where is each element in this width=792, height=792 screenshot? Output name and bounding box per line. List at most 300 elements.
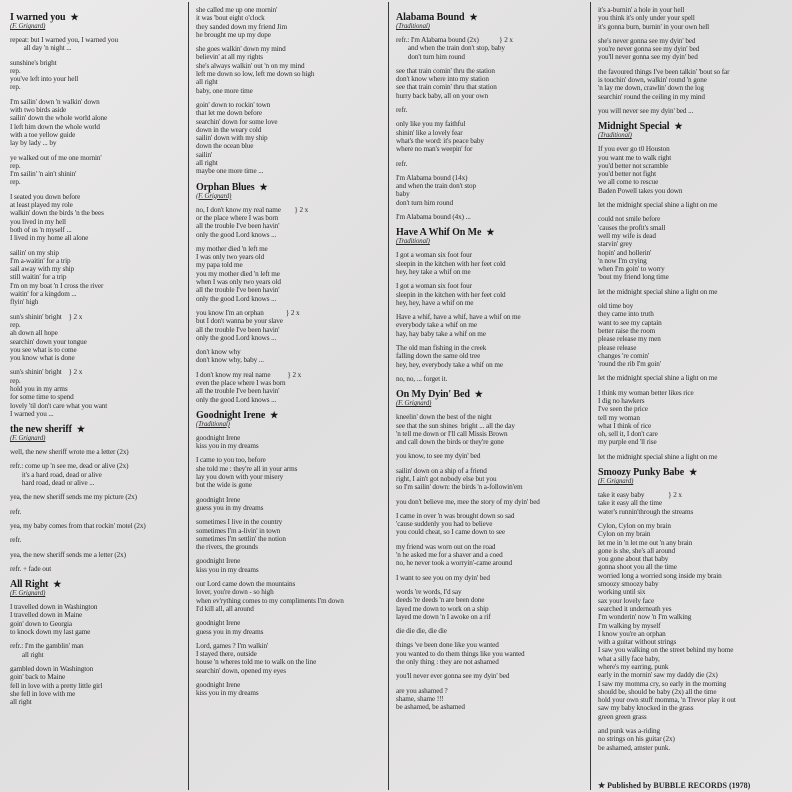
lyric-line: hard road, dead or alive ... [10,479,95,488]
song-title [10,12,182,23]
lyric-line: tell my woman [598,413,640,422]
column-divider [188,2,189,790]
lyric-line: hopin' and hollerin' [598,248,652,257]
lyric-line: well, the new sheriff wrote me a letter (2x) [10,448,129,457]
lyric-line: don't turn him round [396,52,465,61]
lyric-line: gambled down in Washington [10,664,94,673]
song-block [598,121,786,461]
lyric-line: when I was only two years old [196,278,281,287]
lyric-line: sometimes I'm settlin' the notion [196,534,286,543]
lyric-line: lay you down with your misery [196,473,284,482]
lyric-line: rep. [10,161,21,170]
lyric-line: and punk was a-riding [598,727,660,736]
lyric-line: she's never gonna see my dyin' bed [598,36,696,45]
lyric-line: I'm Alabama bound (14x) [396,173,468,182]
lyric-line: don't know why [196,348,241,357]
lyric-line: so I'm sailin' down: the birds 'n a-followin'em [396,483,523,492]
lyric-line: you'll never ever gonna see my dyin' bed [396,672,510,681]
song-block [598,6,786,115]
lyric-line: I don't know my real name } 2 x [196,370,302,379]
lyric-line: he brought me up my dope [196,30,271,39]
lyric-line: down in the weary cold [196,125,262,134]
lyric-line: working until six [598,588,646,597]
song-title-text: the new sheriff [10,424,72,436]
lyric-line: only like you my faithful [396,120,466,129]
publisher-credit: ★ Published by BUBBLE RECORDS (1978) [598,781,751,790]
song-title-text: On My Dyin' Bed [396,389,470,401]
lyric-line: please release my men [598,335,661,344]
lyric-line: waitin' for a kingdom ... [10,290,77,299]
lyric-line: let the midnight special shine a light on me [598,452,718,461]
lyric-line: gone is she, she's all around [598,546,676,555]
lyric-line: you'd better not scramble [598,161,669,170]
lyric-line: words 're words, I'd say [396,587,462,596]
lyric-line: I seated you down before [10,192,81,201]
lyric-line: searchin' down for some love [196,117,278,126]
lyric-line: the rivers, the grounds [196,543,258,552]
lyric-line: you've left into your hell [10,75,79,84]
lyric-line: yea, the new sheriff sends me my picture (2x) [10,493,137,502]
lyric-line: Baden Powell takes you down [598,186,683,195]
lyric-line: refr.: I'm Alabama bound (2x) } 2 x [396,36,513,44]
lyric-line: I think my woman better likes rice [598,388,694,397]
lyric-line: the only thing : they are not ashamed [396,658,499,667]
column-divider [590,2,591,790]
lyric-line: see that train comin' thru that station [396,83,497,92]
lyric-line: gonna shoot you all the time [598,563,677,572]
lyric-line: flyin' high [10,298,39,307]
lyric-line: are you ashamed ? [396,686,448,695]
lyric-line: don't turn him round [396,198,453,207]
lyric-line: I was only two years old [196,253,265,262]
lyric-line: smoozy smoozy baby [598,580,659,589]
song-title-text: Goodnight Irene [196,409,266,421]
lyric-line: sailin' down on a ship of a friend [396,466,487,475]
lyric-line: yea, the new sheriff sends me a letter (2x) [10,550,126,559]
lyric-line: rep. [10,376,21,385]
lyric-line: 'n lay me down, crawlin' down the log [598,84,704,93]
lyric-line: searchin' round the ceiling in my mind [598,92,705,101]
lyric-line: you know I'm an orphan } 2 x [196,308,300,317]
lyric-line: see that the sun shines bright ... all the day [396,421,515,430]
lyric-line: even the place where I was born [196,378,286,387]
lyric-line: I'm on my boat 'n I cross the river [10,281,104,290]
lyric-line: I came in over 'n was brought down so sad [396,511,515,520]
lyric-line: they came into truth [598,310,654,319]
lyric-line: what a silly face baby, [598,654,660,663]
lyric-line: we all come to rescue [598,178,659,187]
lyric-line: you my mother died 'n left me [196,269,280,278]
lyric-line: layed me down to work on a ship [396,604,489,613]
lyric-line: you want me to walk right [598,153,672,162]
song-title [598,121,786,132]
lyric-line: starvin' grey [598,240,633,249]
song-title [396,389,576,400]
lyric-line: you think it's only under your spell [598,14,695,23]
lyric-line: or the place where I was born [196,213,279,222]
lyric-line: rep. [10,66,21,75]
lyric-line: kiss you in my dreams [196,565,259,574]
lyric-line: let the midnight special shine a light on me [598,374,718,383]
lyric-line: but I don't wanna be your slave [196,317,283,326]
lyric-line: kneelin' down the best of the night [396,413,492,422]
lyric-line: If you ever go t0 Houston [598,145,670,154]
song-author: (Traditional) [396,23,430,30]
song-block [396,12,576,221]
lyric-line: you don't believe me, mee the story of my dyin' bed [396,497,540,506]
song-title-text: All Right [10,579,49,591]
lyric-line: for some time to spend [10,393,74,402]
star-icon: ★ [270,409,279,420]
lyric-line: I've seen the price [598,405,648,414]
lyric-line: hurry back baby, all on your own [396,91,488,100]
lyric-line: I'm walking by myself [598,621,661,630]
lyric-line: it's gonna burn, burnin' in your own hell [598,22,710,31]
lyric-line: still waitin' for a trip [10,273,67,282]
lyric-line: I want to see you on my dyin' bed [396,573,490,582]
lyric-line: be ashamed, amster punk. [598,743,671,752]
lyric-line: when I'm goin' to worry [598,265,665,274]
lyric-line: where's my earring, punk [598,663,669,671]
lyric-line: worried long a worried song inside my brain [598,571,722,580]
lyrics-column-3 [396,6,576,788]
lyric-line: I got a woman six foot four [396,282,472,291]
lyric-line: 'n tell me down or I'll call Missis Brown [396,429,508,438]
lyric-line: with a toe yellow guide [10,130,76,139]
lyric-line: everybody take a whif on me [396,321,477,330]
lyric-line: I travelled down in Washington [10,603,98,612]
lyric-line: layed me down 'n I awoke on a rif [396,612,491,621]
lyric-line: I'm sailin' down 'n walkin' down [10,97,100,106]
lyric-line: believin' at all my rights [196,53,263,62]
lyric-line: only the good Lord knows ... [196,230,277,239]
lyric-line: all the trouble I've been havin' [196,387,280,396]
lyric-line: you gone about that baby [598,555,669,564]
lyric-line: refr. [10,507,22,516]
lyric-line: old time boy [598,302,634,311]
song-title [396,227,576,238]
lyric-line: water's runnin'through the streams [598,507,694,516]
song-title-text: Midnight Special [598,121,670,133]
song-block [598,467,786,752]
lyric-line: my mother died 'n left me [196,244,268,253]
song-title [10,579,182,590]
lyric-line: refr. + fade out [10,564,52,573]
lyric-line: only the good Lord knows ... [196,395,277,404]
lyric-line: hey, hey, everybody take a whif on me [396,360,503,369]
lyric-line: searchin' down, opened my eyes [196,666,286,675]
lyric-line: searched it underneath yes [598,604,672,613]
lyric-line: you could cheat, so I came down to see [396,528,505,537]
lyric-line: goin' back to Maine [10,673,66,682]
song-author: (F. Grignard) [396,400,432,408]
lyric-line: I left him down the whole world [10,122,100,131]
song-author: (F. Grignard) [598,478,634,486]
lyric-line: walkin' down the birds 'n the bees [10,209,104,218]
lyric-line: Lord, games ? I'm walkin' [196,641,269,650]
song-block [196,410,381,698]
lyric-line: and when the train don't stop, baby [396,44,505,53]
song-title [196,182,381,193]
star-icon: ★ [70,12,79,22]
lyric-line: my papa told me [196,261,243,270]
lyric-line: changes 're comin' [598,351,650,360]
lyric-line: I got a woman six foot four [396,251,472,260]
lyric-line: goin' down to rockin' town [196,100,271,109]
lyric-line: right, I ain't got nobody else but you [396,474,497,483]
lyric-line: deeds 're deeds 'n are been done [396,596,485,605]
lyric-line: what's the word: it's peace baby [396,136,484,145]
star-icon: ★ [76,424,85,435]
lyric-line: all the trouble I've been havin' [196,286,280,295]
lyric-line: when ev'rything comes to my compliments I'm down [196,596,344,605]
lyric-line: don't know why, baby ... [196,356,264,365]
lyric-line: sax your lovely face [598,596,655,605]
lyric-line: you'd better not fight [598,170,656,179]
lyric-line: goin' down to Georgia [10,619,72,628]
lyric-line: sailin' down with my ship [196,134,268,143]
lyric-line: early in the mornin' saw my daddy die (2x) [598,671,718,680]
lyric-line: I came to you too, before [196,456,266,465]
lyric-line: maybe one more time ... [196,167,264,176]
lyric-line: sailin' [196,150,213,159]
lyric-line: my purple end 'll rise [598,438,657,447]
lyric-line: green green grass [598,712,647,721]
lyric-line: I'm a-waitin' for a trip [10,256,71,265]
lyric-line: rep. [10,83,21,92]
lyric-line: with two birds aside [10,106,67,115]
song-title [598,467,786,478]
lyric-line: at least played my role [10,201,73,210]
lyric-line: all right [196,78,218,87]
lyric-line: you lived in my hell [10,217,66,226]
song-author: (Traditional) [196,420,230,428]
lyric-line: goodnight Irene [196,557,241,566]
song-author: (F. Grignard) [196,192,232,200]
lyric-line: I stayed there, outside [196,650,257,659]
lyric-line: want to see my captain [598,318,662,327]
lyric-line: let the midnight special shine a light on me [598,287,718,296]
lyric-line: guess you in my dreams [196,503,264,512]
lyric-line: sometimes I live in the country [196,518,283,527]
lyrics-column-1 [10,6,182,788]
lyric-line: all the trouble I've been havin' [196,222,280,231]
column-divider [388,2,389,790]
lyric-line: she called me up one mornin' [196,6,278,14]
song-title [196,410,381,421]
song-author: (F. Grignard) [10,23,46,30]
lyric-line: saw my baby knocked in the grass [598,704,694,713]
lyric-line: hold you in my arms [10,384,68,393]
lyric-line: kiss you in my dreams [196,689,259,698]
lyric-line: hey, hey, have a whif on me [396,298,474,307]
lyric-line: 'causes the profit's small [598,223,666,232]
lyric-line: my friend was worn out on the road [396,542,496,551]
lyric-line: well my wife is dead [598,231,656,240]
lyric-line: you see what is to come [10,345,77,354]
lyric-line: could not smile before [598,215,661,224]
lyric-line: she's always walkin' out 'n on my mind [196,61,305,70]
lyric-line: what I think of rice [598,421,652,430]
lyric-line: I saw you walking on the street behind my home [598,646,734,655]
song-title [396,12,576,23]
lyric-line: oh, sell it, I don't care [598,430,658,439]
song-block [10,424,182,573]
lyric-line: let the midnight special shine a light on me [598,201,718,210]
song-block [10,12,182,418]
lyric-line: it's a-burnin' a hole in your hell [598,6,685,14]
lyric-line: left me down so low, left me down so high [196,70,315,79]
lyric-line: sometimes I'm a-livin' in town [196,526,281,535]
song-block [396,227,576,383]
lyric-line: sleepin in the kitchen with her feet cold [396,290,506,299]
lyric-line: take it easy baby } 2 x [598,491,682,500]
lyrics-column-2 [196,6,381,788]
lyric-line: house 'n wheres told me to walk on the line [196,658,317,667]
song-title-text: Have A Whif On Me [396,227,482,239]
lyric-line: ye walked out of me one mornin' [10,153,102,162]
lyric-line: down the ocean blue [196,142,254,151]
lyric-line: fell in love with a pretty little girl [10,681,103,690]
lyric-line: you wanted to do them things like you wanted [396,649,525,658]
lyric-line: sleepin in the kitchen with her feet cold [396,259,506,268]
lyric-line: it was 'bout eight o'clock [196,14,265,23]
lyric-line: ah down all hope [10,329,58,338]
song-title-text: Smoozy Punky Babe [598,467,685,479]
lyric-line: shinin' like a lovely fear [396,128,463,137]
lyric-line: all right [10,650,44,659]
song-title [10,424,182,435]
lyric-line: better raise the room [598,326,656,335]
lyric-line: hey, hey take a whif on me [396,267,471,276]
lyric-line: kiss you in my dreams [196,442,259,451]
song-title-text: Orphan Blues [196,181,255,193]
star-icon: ★ [689,467,698,478]
lyric-line: I know you're an orphan [598,629,666,638]
star-icon: ★ [53,579,62,590]
lyric-line: and when the train don't stop [396,182,477,191]
lyric-line: sun's shinin' bright } 2 x [10,312,83,321]
star-icon: ★ [474,389,483,400]
lyric-line: 'n now I'm crying [598,256,647,265]
song-author: (F. Grignard) [10,590,46,598]
lyric-line: all day 'n night ... [10,44,72,53]
lyric-line: sailin' on my ship [10,248,59,257]
lyric-line: all right [196,159,218,168]
lyric-line: falling down the same old tree [396,352,481,361]
star-icon: ★ [674,121,683,132]
lyric-line: please release [598,343,637,352]
star-icon: ★ [486,227,495,238]
lyric-line: goodnight Irene [196,619,241,628]
lyric-line: I'm Alabama bound (4x) ... [396,213,471,222]
lyric-line: rep. [10,320,21,329]
lyric-line: she fell in love with me [10,689,76,698]
lyric-line: she goes walkin' down my mind [196,45,286,54]
song-block [196,182,381,404]
lyric-line: sunshine's bright [10,58,57,67]
star-icon: ★ [469,12,478,22]
lyric-line: I'm wonderin' now 'n I'm walking [598,613,692,622]
lyric-line: things 've been done like you wanted [396,641,499,650]
lyric-line: 'round the rib I'm goin' [598,360,661,369]
song-block [10,579,182,706]
lyric-line: only the good Lord knows ... [196,333,277,342]
lyric-line: I lived in my home all alone [10,234,89,243]
song-author: (F. Grignard) [10,435,46,443]
lyric-line: refr. [396,159,408,168]
lyric-line: I saw my momma cry, so early in the morning [598,679,727,688]
song-block [396,389,576,711]
lyric-line: lovely 'til don't care what you want [10,401,108,410]
lyric-line: don't know where into my station [396,75,489,84]
lyric-line: you know what is done [10,354,75,363]
lyric-line: Cylon, Cylon on my brain [598,521,671,530]
lyric-line: the favoured things I've been talkin' 'bout so far [598,67,730,76]
lyric-line: yea, my baby comes from that rockin' motel (2x) [10,521,146,530]
lyric-line: that let me down before [196,109,262,118]
lyric-line: no strings on his guitar (2x) [598,735,675,744]
lyric-line: let me in 'n let me out 'n any brain [598,538,693,547]
lyric-line: 'n he asked me for a shaver and a coed [396,551,503,560]
lyric-line: searchin' down your tongue [10,337,87,346]
lyric-line: The old man fishing in the creek [396,344,487,353]
lyric-line: our Lord came down the mountains [196,580,296,589]
song-title-text: I warned you [10,12,66,23]
lyric-line: be ashamed, be ashamed [396,703,465,712]
lyric-line: no, I don't know my real name } 2 x [196,205,309,214]
lyric-line: goodnight Irene [196,433,241,442]
lyric-line: 'bout my friend long time [598,273,669,282]
lyric-line: hay, hay baby take a whif on me [396,329,486,338]
song-author: (Traditional) [396,238,430,246]
lyric-line: I travelled down in Maine [10,611,83,620]
lyric-line: lay by lady ... by [10,139,57,148]
song-author: (Traditional) [598,132,632,140]
lyric-line: but the wide is gone [196,481,252,490]
lyric-line: she told me : they're all in your arms [196,464,298,473]
lyric-line: should be, should be baby (2x) all the time [598,687,717,696]
lyric-line: no, no, ... forget it. [396,374,448,383]
lyric-line: guess you in my dreams [196,627,264,636]
lyric-line: all right [10,698,32,707]
lyric-line: goodnight Irene [196,495,241,504]
lyric-line: and call down the birds or they're gone [396,438,504,447]
lyric-line: only the good Lord knows ... [196,294,277,303]
lyric-line: you will never see my dyin' bed ... [598,106,694,115]
lyric-line: baby, one more time [196,86,253,95]
lyric-line: refr.: I'm the gamblin' man [10,642,84,651]
lyric-line: see that train comin' thru the station [396,66,495,75]
lyric-line: die die die, die die [396,627,447,636]
lyric-line: Have a whif, have a whif, have a whif on me [396,313,521,322]
lyric-line: refr. [396,106,408,115]
lyric-line: baby [396,190,410,199]
lyric-line: it's a hard road, dead or alive [10,470,102,479]
lyric-line: refr. [10,536,22,545]
lyric-line: hold your own stuff momma, 'n Trevor play it out [598,696,736,705]
lyric-line: sail away with my ship [10,265,75,274]
lyric-line: to knock down my last game [10,628,91,637]
lyric-line: you'll never gonna see my dyin' bed [598,53,698,62]
lyrics-column-4 [598,6,786,788]
lyric-line: both of us 'n myself ... [10,225,72,234]
lyric-line: I'm sailin' 'n ain't shinin' [10,170,77,179]
lyric-line: 'cause suddenly you had to believe [396,520,493,529]
lyric-line: all the trouble I've been havin' [196,325,280,334]
lyric-line: lover, you're down - so high [196,588,274,597]
lyric-line: I'd kill all, all around [196,604,254,613]
